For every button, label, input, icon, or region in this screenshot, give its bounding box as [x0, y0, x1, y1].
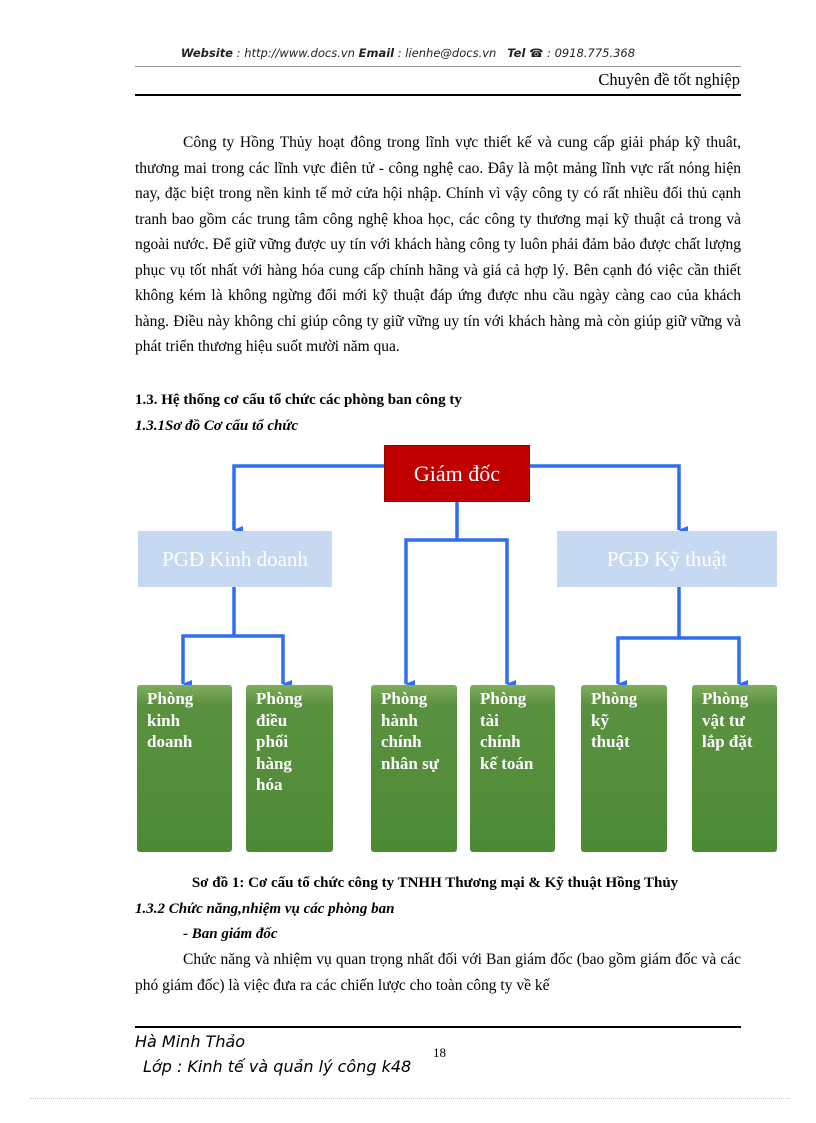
- connector-distribution: [234, 636, 283, 684]
- footer-rule: [135, 1026, 741, 1028]
- website-link[interactable]: http://www.docs.vn: [244, 46, 355, 60]
- connector-admin-hr: [406, 540, 457, 684]
- director-box: Giám đốc: [384, 445, 530, 502]
- email-label: Email: [358, 46, 395, 60]
- closing-paragraph: Chức năng và nhiệm vụ quan trọng nhất đối với Ban giám đốc (bao gồm giám đốc và các phó giám đốc) là việc đưa ra các chiến lược cho toàn công ty về kế: [135, 951, 741, 994]
- connector-materials: [679, 638, 739, 684]
- page-bottom-divider: [30, 1098, 790, 1099]
- deputy-technical-box: PGĐ Kỹ thuật: [557, 531, 777, 587]
- site-header-bar: Website : http://www.docs.vn Email : lienhe@docs.vn Tel ☎ : 0918.775.368: [180, 46, 636, 60]
- connector-director-business: [234, 466, 384, 530]
- dept-finance-box: Phòng tài chính kế toán: [470, 685, 555, 852]
- phone-icon: ☎: [529, 46, 544, 60]
- dept-distribution-box: Phòng điều phối hàng hóa: [246, 685, 333, 852]
- intro-paragraph: Công ty Hồng Thủy hoạt đông trong lĩnh vực thiết kế và cung cấp giải pháp kỹ thuât, thương mai trong các lĩnh vực điên tử - công nghệ cao. Đây là một mảng lĩnh vực rất nóng hiện nay, đặc biệt trong nền kinh tế mở cửa hội nhập. Chính vì vậy công ty có rất nhiều đối thủ cạnh tranh bao gồm các trung tâm công nghệ khoa học, các công ty thương mại kỹ thuật cả trong và ngoài nước. Để giữ vững được uy tín với khách hàng công ty luôn phải đảm bảo được chất lượng phục vụ tốt nhất với hàng hóa cung cấp chính hãng và giá cả hợp lý. Bên cạnh đó việc cần thiết không kém là không ngừng đổi mới kỹ thuật đáp ứng được nhu cầu ngày càng cao của khách hàng. Điều này không chỉ giúp công ty giữ vững uy tín với khách hàng mà còn giúp giữ vững và phát triển thương hiệu suốt mười năm qua.: [135, 134, 741, 355]
- section-heading-1-3: 1.3. Hệ thống cơ cấu tổ chức các phòng ban công ty: [135, 392, 462, 408]
- sub-heading-board: - Ban giám đốc: [183, 926, 278, 942]
- deputy-business-box: PGĐ Kinh doanh: [138, 531, 332, 587]
- dept-admin-hr-box: Phòng hành chính nhân sự: [371, 685, 457, 852]
- footer-author: Hà Minh Thảo: [135, 1032, 246, 1051]
- connector-tech-dept: [618, 638, 679, 684]
- email-link[interactable]: lienhe@docs.vn: [405, 46, 497, 60]
- dept-materials-box: Phòng vật tư lắp đặt: [692, 685, 777, 852]
- connector-finance: [457, 540, 507, 684]
- website-label: Website: [180, 46, 233, 60]
- chapter-title: Chuyên đề tốt nghiệp: [598, 70, 740, 89]
- footer-class: Lớp : Kinh tế và quản lý công k48: [143, 1057, 412, 1076]
- page-number: 18: [433, 1045, 446, 1060]
- tel-value: : 0918.775.368: [543, 46, 636, 60]
- connector-sales: [183, 636, 234, 684]
- tel-label: Tel: [507, 46, 526, 60]
- dept-technical-box: Phòng kỹ thuật: [581, 685, 667, 852]
- dept-sales-box: Phòng kinh doanh: [137, 685, 232, 852]
- section-heading-1-3-1: 1.3.1Sơ đồ Cơ cấu tổ chức: [135, 418, 299, 434]
- section-heading-1-3-2: 1.3.2 Chức năng,nhiệm vụ các phòng ban: [135, 901, 395, 917]
- chart-caption: Sơ đồ 1: Cơ cấu tổ chức công ty TNHH Thương mại & Kỹ thuật Hồng Thủy: [191, 875, 679, 891]
- connector-director-technical: [530, 466, 679, 530]
